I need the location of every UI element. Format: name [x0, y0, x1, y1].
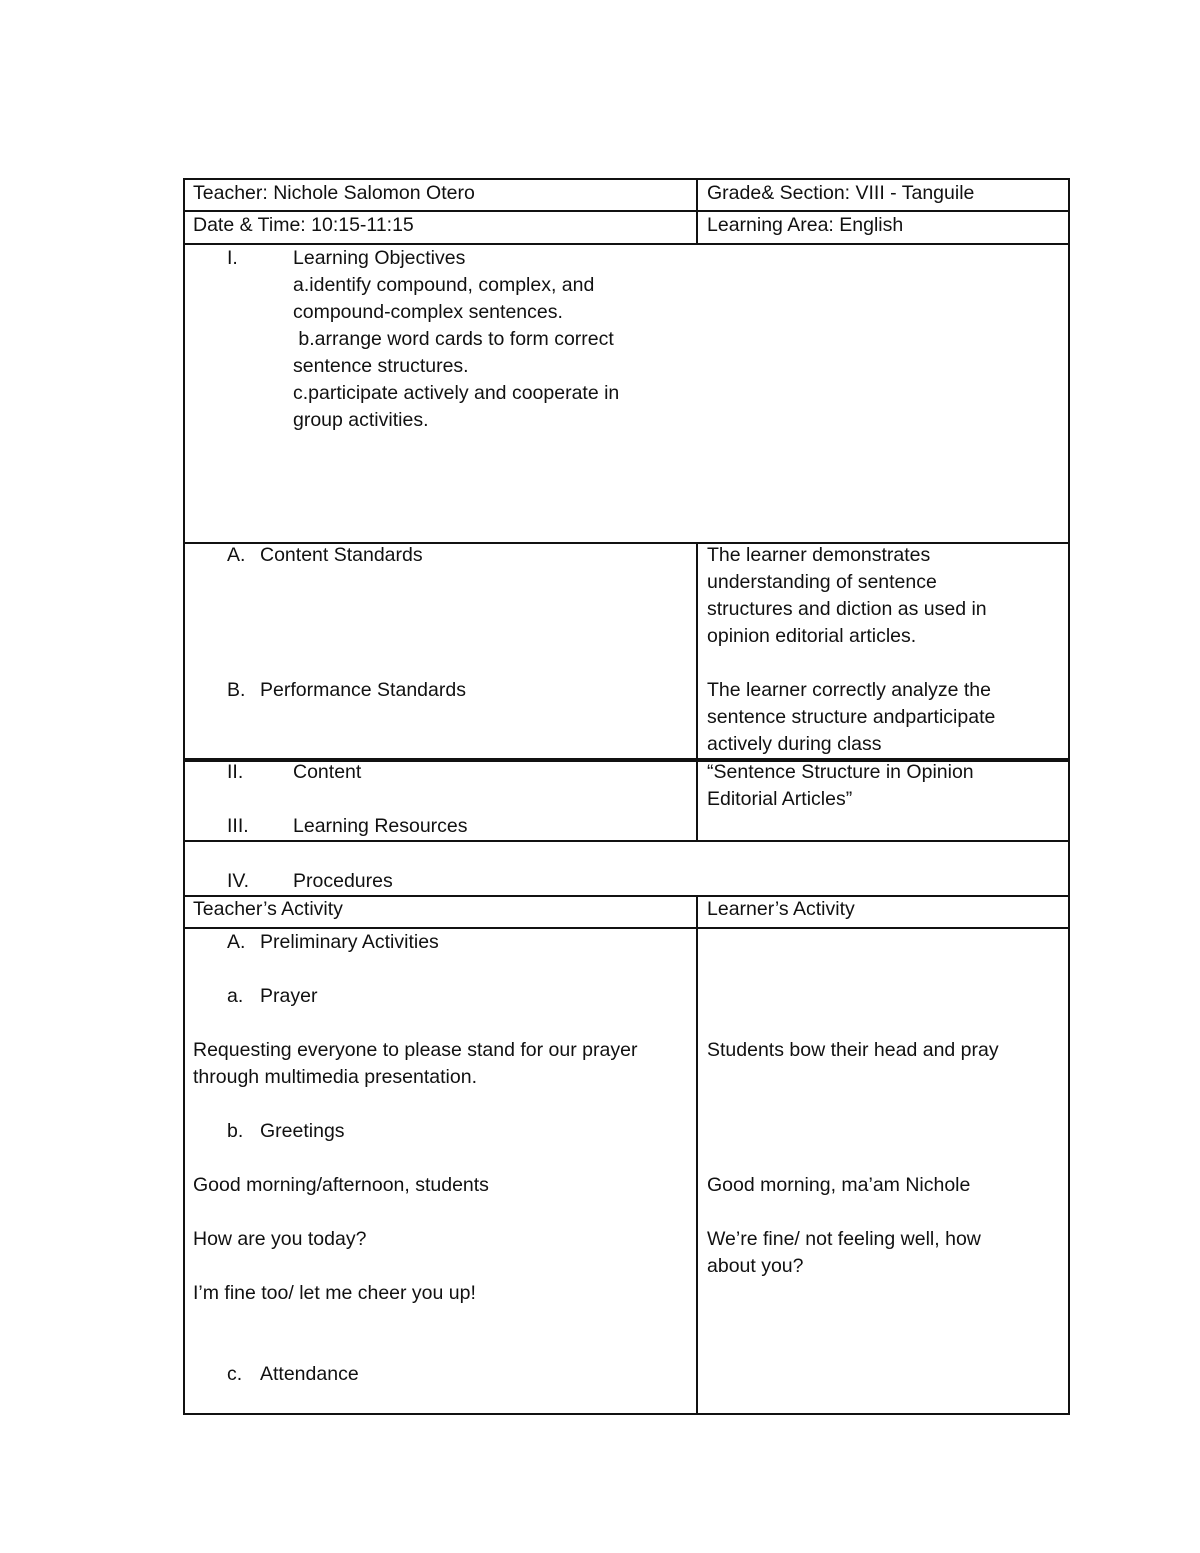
date-time: Date & Time: 10:15-11:15: [193, 214, 414, 236]
prayer-label: Prayer: [260, 985, 318, 1007]
learning-area: Learning Area: English: [707, 214, 904, 236]
objective-line: group activities.: [293, 409, 429, 431]
content-standards-text: structures and diction as used in: [707, 598, 987, 620]
procedures-label: Procedures: [293, 870, 393, 892]
column-divider: [696, 178, 698, 244]
objective-line: b.arrange word cards to form correct: [293, 328, 614, 350]
objectives-title: Learning Objectives: [293, 247, 466, 269]
content-standards-text: understanding of sentence: [707, 571, 937, 593]
greetings-letter: b.: [227, 1120, 244, 1142]
teacher-name: Teacher: Nichole Salomon Otero: [193, 182, 475, 204]
greet-teacher-text: How are you today?: [193, 1228, 367, 1250]
greet-learner-text: We’re fine/ not feeling well, how: [707, 1228, 981, 1250]
grade-section: Grade& Section: VIII - Tanguile: [707, 182, 975, 204]
content-numeral: II.: [227, 761, 244, 783]
learner-activity-header: Learner’s Activity: [707, 898, 855, 920]
content-standards-text: The learner demonstrates: [707, 544, 931, 566]
table-border-left: [183, 178, 185, 1415]
objective-line: a.identify compound, complex, and: [293, 274, 595, 296]
performance-standards-text: sentence structure andparticipate: [707, 706, 996, 728]
table-border-bottom: [183, 1413, 1070, 1415]
objective-line: compound-complex sentences.: [293, 301, 563, 323]
attendance-letter: c.: [227, 1363, 243, 1385]
performance-standards-letter: B.: [227, 679, 246, 701]
prayer-learner-text: Students bow their head and pray: [707, 1039, 999, 1061]
content-standards-label: Content Standards: [260, 544, 423, 566]
procedures-numeral: IV.: [227, 870, 250, 892]
objective-line: sentence structures.: [293, 355, 469, 377]
content-standards-text: opinion editorial articles.: [707, 625, 917, 647]
greet-teacher-text: I’m fine too/ let me cheer you up!: [193, 1282, 476, 1304]
preliminary-label: Preliminary Activities: [260, 931, 439, 953]
content-topic: Editorial Articles”: [707, 788, 853, 810]
resources-numeral: III.: [227, 815, 249, 837]
greetings-label: Greetings: [260, 1120, 345, 1142]
row-divider: [183, 840, 1070, 842]
lesson-plan-table: [183, 178, 1070, 1415]
content-topic: “Sentence Structure in Opinion: [707, 761, 974, 783]
prayer-teacher-text: Requesting everyone to please stand for our prayer: [193, 1039, 638, 1061]
attendance-label: Attendance: [260, 1363, 359, 1385]
resources-label: Learning Resources: [293, 815, 468, 837]
objectives-numeral: I.: [227, 247, 238, 269]
performance-standards-text: The learner correctly analyze the: [707, 679, 991, 701]
objective-line: c.participate actively and cooperate in: [293, 382, 620, 404]
preliminary-letter: A.: [227, 931, 246, 953]
greet-teacher-text: Good morning/afternoon, students: [193, 1174, 489, 1196]
teacher-activity-header: Teacher’s Activity: [193, 898, 343, 920]
greet-learner-text: about you?: [707, 1255, 804, 1277]
column-divider: [696, 895, 698, 1415]
column-divider: [696, 542, 698, 842]
content-standards-letter: A.: [227, 544, 246, 566]
prayer-teacher-text: through multimedia presentation.: [193, 1066, 477, 1088]
content-label: Content: [293, 761, 362, 783]
greet-learner-text: Good morning, ma’am Nichole: [707, 1174, 971, 1196]
table-border-right: [1068, 178, 1070, 1415]
performance-standards-label: Performance Standards: [260, 679, 466, 701]
prayer-letter: a.: [227, 985, 244, 1007]
performance-standards-text: actively during class: [707, 733, 882, 755]
